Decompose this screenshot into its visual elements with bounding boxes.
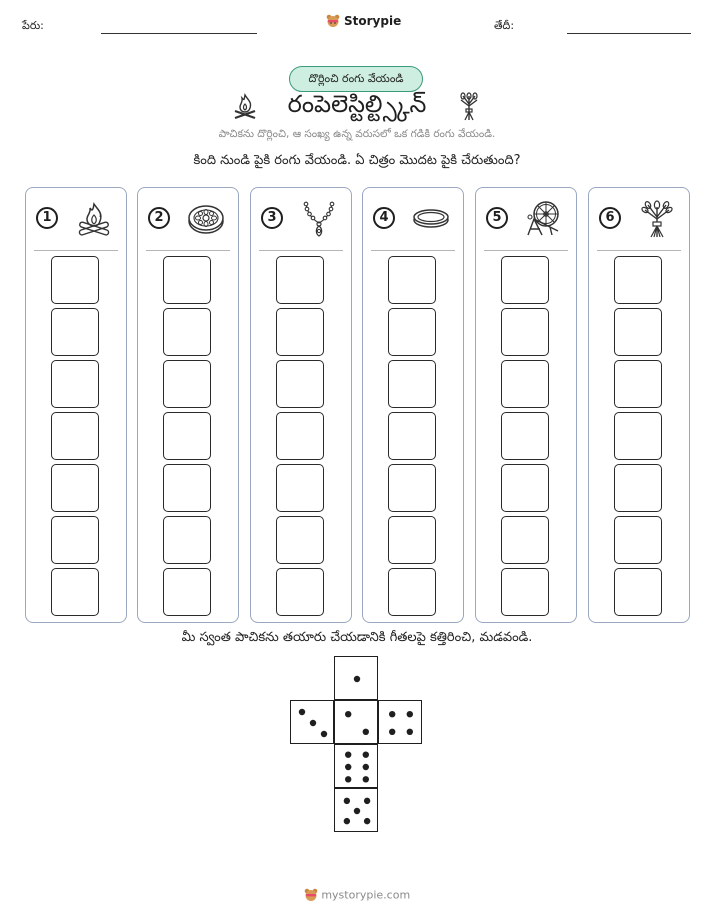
color-square[interactable] [51,360,99,408]
color-square[interactable] [163,464,211,512]
instruction-text: కింది నుండి పైకి రంగు వేయండి. ఏ చిత్రం మొదట పైకి చేరుతుంది? [193,153,521,168]
color-square[interactable] [276,256,324,304]
color-square[interactable] [501,256,549,304]
color-square[interactable] [614,360,662,408]
column-4 [362,187,464,623]
color-square[interactable] [276,568,324,616]
column-divider [146,250,230,251]
column-header [26,188,126,250]
column-header [138,188,238,250]
column-header [251,188,351,250]
color-square[interactable] [614,568,662,616]
color-square[interactable] [501,464,549,512]
cut-instruction: మీ స్వంత పాచికను తయారు చేయడానికి గీతలపై కత్తిరించి, మడవండి. [181,630,533,645]
dice-face-3 [290,700,334,744]
spinning-wheel-disc-icon [186,199,226,239]
color-square[interactable] [501,412,549,460]
title-row [0,90,714,124]
color-square[interactable] [614,256,662,304]
column-header [589,188,689,250]
date-label: తేదీ: [494,19,515,32]
date-line[interactable] [567,33,691,34]
color-square[interactable] [51,568,99,616]
bear-logo-icon [304,888,318,902]
footer [0,888,714,902]
color-square[interactable] [163,360,211,408]
campfire-icon [74,199,114,239]
color-square[interactable] [163,568,211,616]
column-number: 1 [36,207,58,229]
bear-logo-icon [326,14,340,28]
color-square[interactable] [614,308,662,356]
dice-face-5 [334,788,378,832]
color-square[interactable] [501,360,549,408]
color-square[interactable] [614,412,662,460]
dice-face-4 [378,700,422,744]
color-square[interactable] [614,516,662,564]
color-square[interactable] [388,256,436,304]
column-number: 5 [486,207,508,229]
campfire-icon [232,92,258,122]
color-square[interactable] [501,568,549,616]
color-square[interactable] [614,464,662,512]
color-square[interactable] [51,516,99,564]
color-square[interactable] [276,308,324,356]
column-number: 2 [148,207,170,229]
name-label: పేరు: [22,19,44,32]
column-header [363,188,463,250]
column-divider [597,250,681,251]
wheat-bundle-icon [456,92,482,122]
footer-url[interactable]: mystorypie.com [321,888,411,902]
color-square[interactable] [388,308,436,356]
column-number: 4 [373,207,395,229]
column-3 [250,187,352,623]
color-square[interactable] [276,516,324,564]
color-square[interactable] [388,360,436,408]
column-number: 3 [261,207,283,229]
color-square[interactable] [276,360,324,408]
column-divider [34,250,118,251]
brand-name: Storypie [344,14,402,28]
color-square[interactable] [388,464,436,512]
necklace-icon [299,199,339,239]
color-square[interactable] [501,308,549,356]
dice-face-2 [334,700,378,744]
wheat-bundle-icon [637,199,677,239]
color-square[interactable] [501,516,549,564]
column-6 [588,187,690,623]
ring-icon [411,199,451,239]
name-line[interactable] [101,33,257,34]
subtitle: పాచికను దొర్లించి, ఆ సంఖ్య ఉన్న వరుసలో ఒక గడికి రంగు వేయండి. [218,128,496,140]
color-square[interactable] [51,412,99,460]
brand-logo [326,14,401,28]
color-square[interactable] [163,516,211,564]
color-square[interactable] [388,516,436,564]
column-divider [259,250,343,251]
color-square[interactable] [388,568,436,616]
column-number: 6 [599,207,621,229]
column-1 [25,187,127,623]
color-square[interactable] [163,256,211,304]
color-square[interactable] [163,412,211,460]
color-square[interactable] [51,464,99,512]
color-square[interactable] [51,308,99,356]
dice-face-1 [334,656,378,700]
column-divider [484,250,568,251]
column-5 [475,187,577,623]
activity-badge: దొర్లించి రంగు వేయండి [289,66,423,92]
page-title: రంపెలెస్టిల్ట్స్కిన్ [287,90,427,118]
color-square[interactable] [388,412,436,460]
color-square[interactable] [163,308,211,356]
color-square[interactable] [51,256,99,304]
column-divider [371,250,455,251]
column-2 [137,187,239,623]
color-square[interactable] [276,464,324,512]
color-square[interactable] [276,412,324,460]
column-header [476,188,576,250]
spinning-wheel-icon [524,199,564,239]
dice-face-6 [334,744,378,788]
